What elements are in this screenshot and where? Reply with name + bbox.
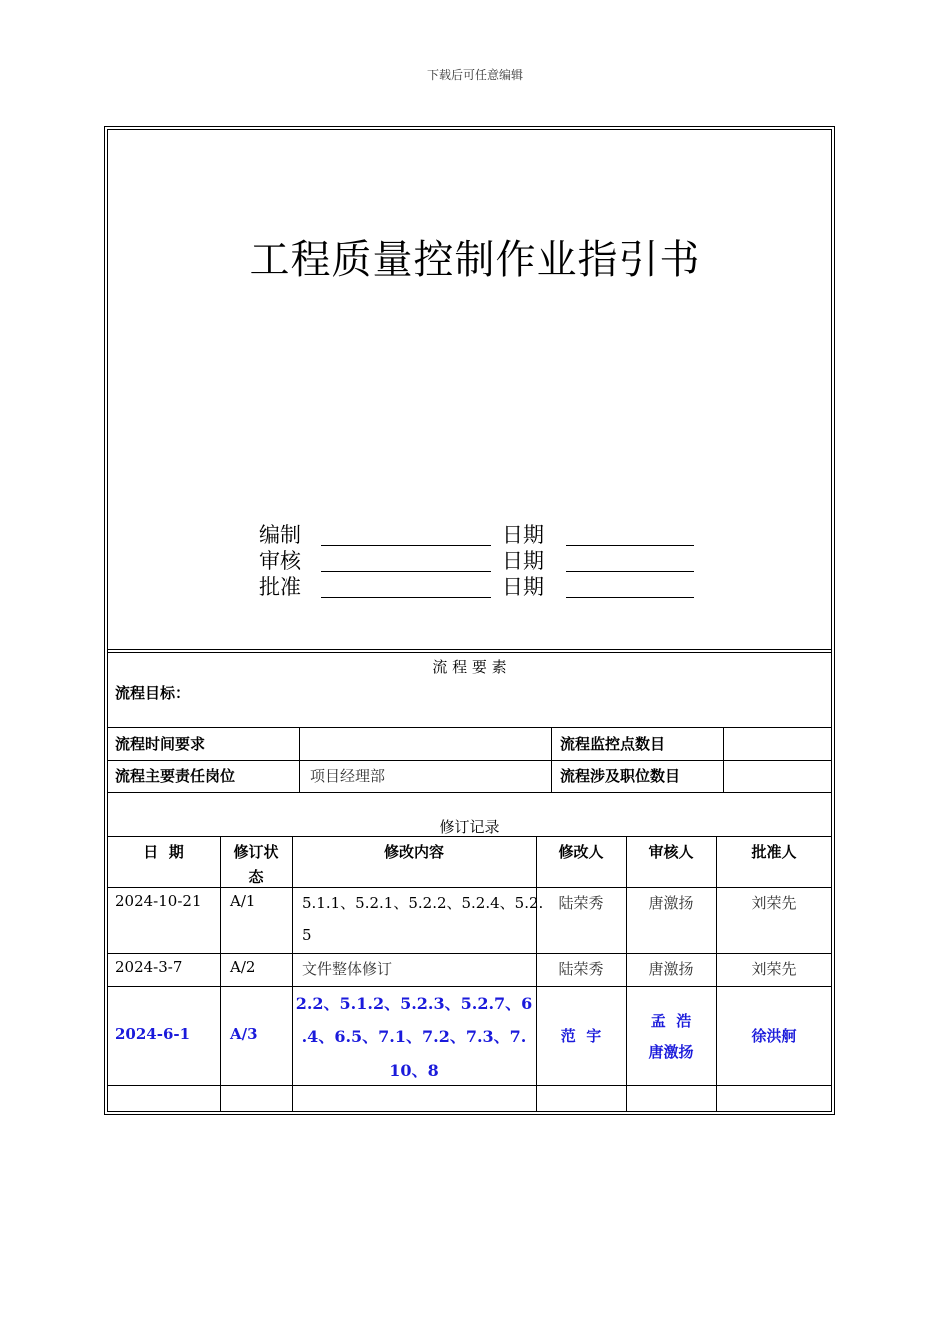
signoff-date-line[interactable]	[566, 571, 694, 572]
signoff-date-label: 日期	[502, 549, 544, 573]
grid-line	[107, 1085, 832, 1086]
revision-content: 文件整体修订	[302, 960, 393, 978]
grid-line	[723, 727, 724, 792]
revision-status: A/1	[230, 892, 256, 910]
section-title-process-elements: 流 程 要 素	[432, 658, 507, 676]
revision-date: 2024-3-7	[115, 958, 183, 976]
col-header-approver: 批准人	[751, 843, 797, 861]
signoff-signature-line[interactable]	[321, 597, 491, 598]
col-header-status: 修订状	[233, 843, 279, 861]
col-header-reviewer: 审核人	[648, 843, 694, 861]
grid-line	[107, 792, 832, 793]
signoff-signature-line[interactable]	[321, 545, 491, 546]
responsible-post-value: 项目经理部	[310, 767, 386, 785]
signoff-label: 编制	[259, 523, 301, 547]
revision-record-title: 修订记录	[439, 818, 500, 836]
revision-content-cont: .4、6.5、7.1、7.2、7.3、7.	[301, 1027, 527, 1046]
signoff-label: 批准	[259, 575, 301, 599]
col-header-modifier: 修改人	[558, 843, 604, 861]
process-goal-label: 流程目标：	[115, 684, 191, 702]
revision-reviewer-cont: 唐激扬	[648, 1043, 694, 1061]
revision-status: A/3	[230, 1025, 258, 1043]
grid-line	[299, 727, 300, 792]
signoff-signature-line[interactable]	[321, 571, 491, 572]
revision-reviewer: 孟 浩	[650, 1012, 692, 1030]
time-requirement-label: 流程时间要求	[115, 735, 206, 753]
grid-line	[107, 953, 832, 954]
revision-content: 5.1.1、5.2.1、5.2.2、5.2.4、5.2.	[302, 894, 544, 912]
revision-modifier: 陆荣秀	[558, 894, 604, 912]
revision-modifier: 陆荣秀	[558, 960, 604, 978]
grid-line	[107, 836, 832, 837]
col-header-status-cont: 态	[248, 868, 264, 886]
grid-line	[551, 727, 552, 792]
positions-count-value[interactable]	[730, 765, 830, 787]
cover-divider	[107, 649, 832, 653]
header-note: 下载后可任意编辑	[426, 68, 523, 82]
revision-reviewer: 唐激扬	[648, 960, 694, 978]
revision-status: A/2	[230, 958, 256, 976]
revision-approver: 刘荣先	[751, 960, 797, 978]
revision-content-cont: 10、8	[389, 1061, 439, 1080]
signoff-date-line[interactable]	[566, 597, 694, 598]
col-header-date: 日 期	[143, 843, 184, 861]
revision-date: 2024-10-21	[115, 892, 202, 910]
col-header-content: 修改内容	[383, 843, 444, 861]
signoff-label: 审核	[259, 549, 301, 573]
revision-content: 2.2、5.1.2、5.2.3、5.2.7、6	[295, 994, 533, 1013]
revision-reviewer: 唐激扬	[648, 894, 694, 912]
monitor-points-label: 流程监控点数目	[560, 735, 666, 753]
signoff-date-line[interactable]	[566, 545, 694, 546]
monitor-points-value[interactable]	[730, 733, 830, 755]
grid-line	[107, 887, 832, 888]
document-title: 工程质量控制作业指引书	[249, 237, 701, 283]
signoff-date-label: 日期	[502, 523, 544, 547]
time-requirement-value[interactable]	[308, 733, 548, 755]
grid-line	[107, 986, 832, 987]
signoff-date-label: 日期	[502, 575, 544, 599]
revision-modifier: 范 宇	[560, 1027, 602, 1045]
revision-approver: 刘荣先	[751, 894, 797, 912]
revision-approver: 徐洪舸	[751, 1027, 797, 1045]
revision-date: 2024-6-1	[115, 1025, 191, 1043]
responsible-post-label: 流程主要责任岗位	[115, 767, 236, 785]
positions-count-label: 流程涉及职位数目	[560, 767, 681, 785]
revision-content-cont: 5	[302, 926, 312, 944]
